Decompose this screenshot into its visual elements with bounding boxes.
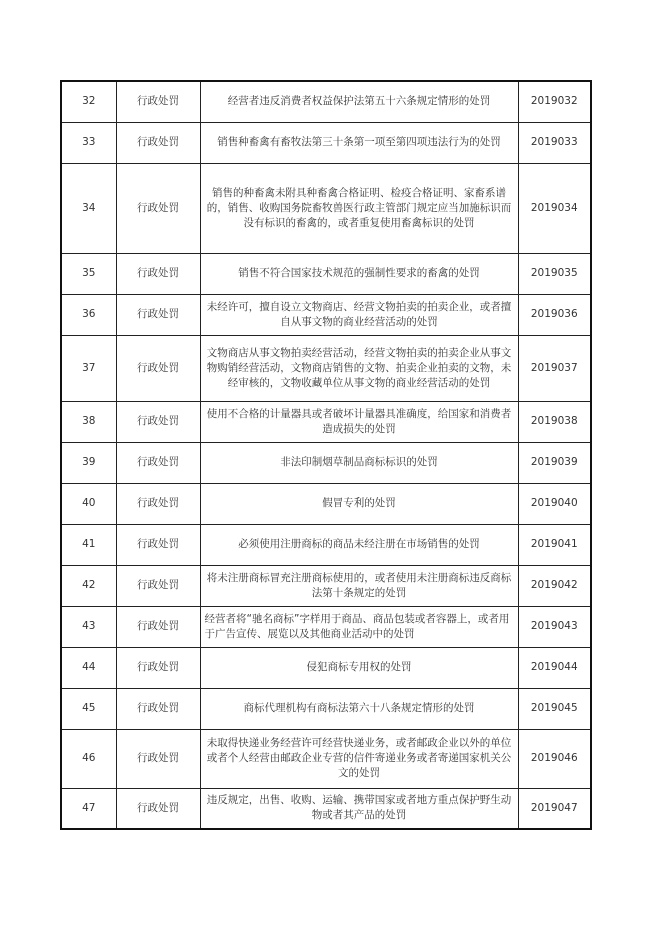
- penalty-type: 行政处罚: [116, 253, 200, 294]
- penalty-type: 行政处罚: [116, 81, 200, 122]
- row-number: 47: [61, 788, 116, 829]
- penalty-description: 非法印制烟草制品商标标识的处罚: [200, 442, 518, 483]
- row-number: 36: [61, 294, 116, 335]
- penalty-description: 经营者将“驰名商标”字样用于商品、商品包装或者容器上，或者用于广告宣传、展览以及其他商业活动中的处罚: [200, 606, 518, 647]
- penalty-type: 行政处罚: [116, 788, 200, 829]
- table-row: [61, 565, 591, 606]
- penalty-type: 行政处罚: [116, 729, 200, 788]
- penalty-type: 行政处罚: [116, 524, 200, 565]
- penalty-description: 必须使用注册商标的商品未经注册在市场销售的处罚: [200, 524, 518, 565]
- table-row: [61, 163, 591, 253]
- table-row: [61, 647, 591, 688]
- penalty-code: 2019047: [518, 788, 591, 829]
- penalty-description: 经营者违反消费者权益保护法第五十六条规定情形的处罚: [200, 81, 518, 122]
- penalty-description: 销售不符合国家技术规范的强制性要求的畜禽的处罚: [200, 253, 518, 294]
- row-number: 38: [61, 401, 116, 442]
- penalty-type: 行政处罚: [116, 688, 200, 729]
- penalty-description: 使用不合格的计量器具或者破坏计量器具准确度，给国家和消费者造成损失的处罚: [200, 401, 518, 442]
- penalty-description: 商标代理机构有商标法第六十八条规定情形的处罚: [200, 688, 518, 729]
- table-row: [61, 788, 591, 829]
- penalty-code: 2019046: [518, 729, 591, 788]
- penalty-table-body: [61, 81, 591, 829]
- table-row: [61, 294, 591, 335]
- penalty-code: 2019032: [518, 81, 591, 122]
- table-row: [61, 524, 591, 565]
- penalty-type: 行政处罚: [116, 401, 200, 442]
- penalty-type: 行政处罚: [116, 294, 200, 335]
- row-number: 40: [61, 483, 116, 524]
- penalty-code: 2019041: [518, 524, 591, 565]
- penalty-description: 未取得快递业务经营许可经营快递业务，或者邮政企业以外的单位或者个人经营由邮政企业专营的信件寄递业务或者寄递国家机关公文的处罚: [200, 729, 518, 788]
- row-number: 34: [61, 163, 116, 253]
- row-number: 37: [61, 335, 116, 401]
- penalty-code: 2019036: [518, 294, 591, 335]
- table-row: [61, 81, 591, 122]
- row-number: 43: [61, 606, 116, 647]
- penalty-code: 2019035: [518, 253, 591, 294]
- table-row: [61, 729, 591, 788]
- table-row: [61, 335, 591, 401]
- row-number: 41: [61, 524, 116, 565]
- table-row: [61, 688, 591, 729]
- penalty-type: 行政处罚: [116, 335, 200, 401]
- row-number: 35: [61, 253, 116, 294]
- penalty-type: 行政处罚: [116, 442, 200, 483]
- row-number: 44: [61, 647, 116, 688]
- penalty-description: 销售种畜禽有畜牧法第三十条第一项至第四项违法行为的处罚: [200, 122, 518, 163]
- penalty-type: 行政处罚: [116, 122, 200, 163]
- table-row: [61, 401, 591, 442]
- row-number: 32: [61, 81, 116, 122]
- table-row: [61, 606, 591, 647]
- row-number: 42: [61, 565, 116, 606]
- row-number: 39: [61, 442, 116, 483]
- table-row: [61, 483, 591, 524]
- penalty-code: 2019045: [518, 688, 591, 729]
- row-number: 46: [61, 729, 116, 788]
- penalty-type: 行政处罚: [116, 483, 200, 524]
- penalty-description: 将未注册商标冒充注册商标使用的，或者使用未注册商标违反商标法第十条规定的处罚: [200, 565, 518, 606]
- penalty-type: 行政处罚: [116, 163, 200, 253]
- penalty-code: 2019044: [518, 647, 591, 688]
- penalty-code: 2019039: [518, 442, 591, 483]
- table-row: [61, 253, 591, 294]
- penalty-description: 文物商店从事文物拍卖经营活动，经营文物拍卖的拍卖企业从事文物购销经营活动，文物商店销售的文物、拍卖企业拍卖的文物，未经审核的，文物收藏单位从事文物的商业经营活动的处罚: [200, 335, 518, 401]
- penalty-code: 2019038: [518, 401, 591, 442]
- penalty-description: 侵犯商标专用权的处罚: [200, 647, 518, 688]
- penalty-code: 2019043: [518, 606, 591, 647]
- penalty-description: 销售的种畜禽未附具种畜禽合格证明、检疫合格证明、家畜系谱的，销售、收购国务院畜牧兽医行政主管部门规定应当加施标识而没有标识的畜禽的，或者重复使用畜禽标识的处罚: [200, 163, 518, 253]
- penalty-table: [60, 80, 592, 830]
- row-number: 45: [61, 688, 116, 729]
- penalty-code: 2019042: [518, 565, 591, 606]
- penalty-code: 2019040: [518, 483, 591, 524]
- row-number: 33: [61, 122, 116, 163]
- penalty-code: 2019037: [518, 335, 591, 401]
- penalty-code: 2019033: [518, 122, 591, 163]
- penalty-code: 2019034: [518, 163, 591, 253]
- penalty-description: 假冒专利的处罚: [200, 483, 518, 524]
- penalty-type: 行政处罚: [116, 565, 200, 606]
- penalty-type: 行政处罚: [116, 647, 200, 688]
- table-row: [61, 442, 591, 483]
- penalty-description: 违反规定，出售、收购、运输、携带国家或者地方重点保护野生动物或者其产品的处罚: [200, 788, 518, 829]
- penalty-type: 行政处罚: [116, 606, 200, 647]
- penalty-description: 未经许可，擅自设立文物商店、经营文物拍卖的拍卖企业，或者擅自从事文物的商业经营活动的处罚: [200, 294, 518, 335]
- table-row: [61, 122, 591, 163]
